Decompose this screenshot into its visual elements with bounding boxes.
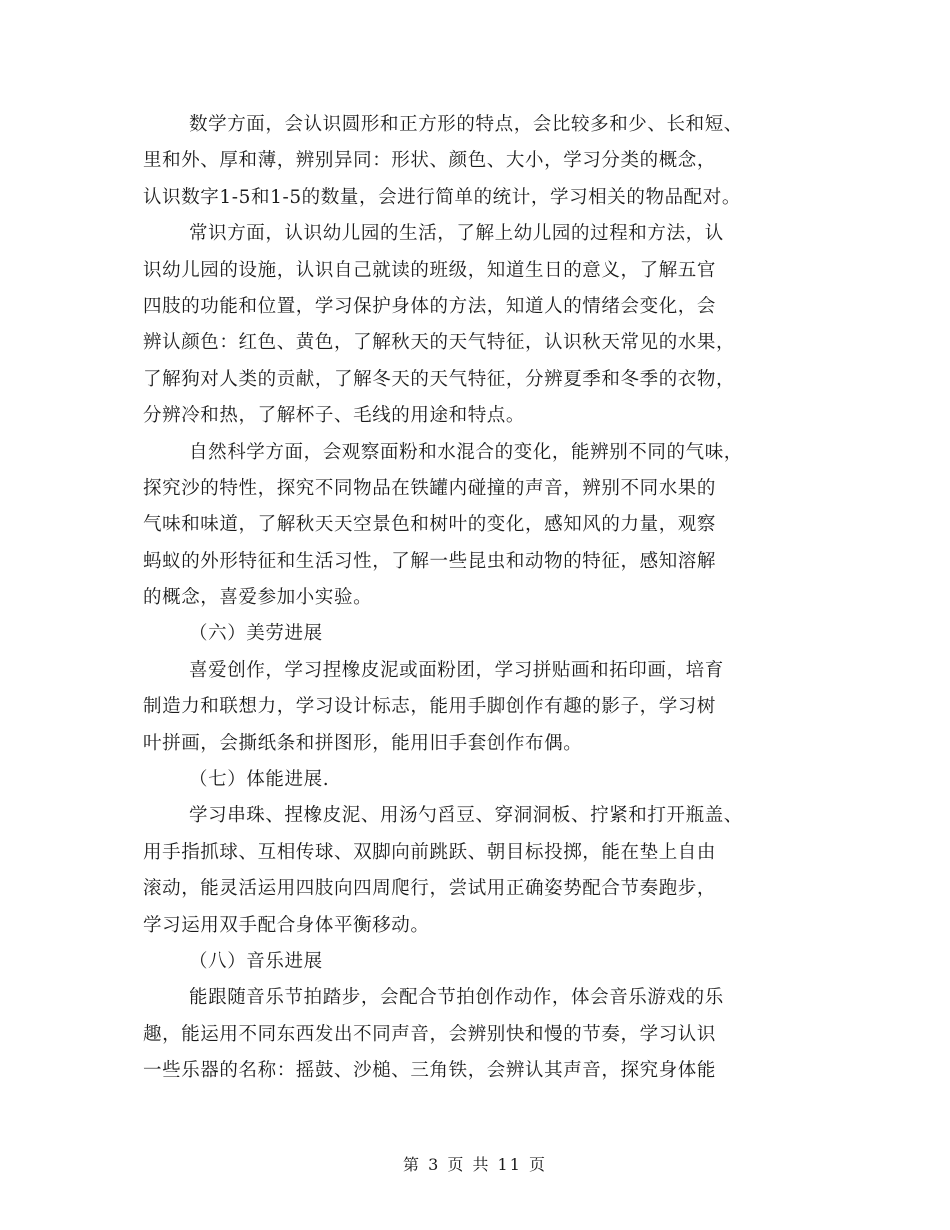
text-line: 学习运用双手配合身体平衡移动。 [143, 914, 430, 936]
text-line: 蚂蚁的外形特征和生活习性，了解一些昆虫和动物的特征，感知溶解 [143, 550, 717, 572]
text-line: 里和外、厚和薄，辨别异同：形状、颜色、大小，学习分类的概念， [143, 150, 717, 172]
text-line: 分辨冷和热，了解杯子、毛线的用途和特点。 [143, 405, 526, 427]
text-line: 能跟随音乐节拍踏步，会配合节拍创作动作，体会音乐游戏的乐 [189, 987, 724, 1009]
text-line: 喜爱创作，学习捏橡皮泥或面粉团，学习拼贴画和拓印画，培育 [189, 659, 724, 681]
text-line: 的概念，喜爱参加小实验。 [143, 587, 373, 609]
text-line: 自然科学方面，会观察面粉和水混合的变化，能辨别不同的气味， [189, 441, 743, 463]
text-line: 气味和味道，了解秋天天空景色和树叶的变化，感知风的力量，观察 [143, 514, 717, 536]
section-heading: （六）美劳进展 [189, 623, 323, 645]
text-line: 了解狗对人类的贡献，了解冬天的天气特征，分辨夏季和冬季的衣物， [143, 368, 736, 390]
section-heading: （八）音乐进展 [189, 950, 323, 972]
text-line: 叶拼画，会撕纸条和拼图形，能用旧手套创作布偶。 [143, 732, 583, 754]
text-line: 用手指抓球、互相传球、双脚向前跳跃、朝目标投掷，能在垫上自由 [143, 841, 717, 863]
text-line: 辨认颜色：红色、黄色，了解秋天的天气特征，认识秋天常见的水果， [143, 332, 736, 354]
text-line: 探究沙的特性，探究不同物品在铁罐内碰撞的声音，辨别不同水果的 [143, 477, 717, 499]
page-number-footer: 第 3 页 共 11 页 [403, 1155, 547, 1174]
body-text [143, 107, 843, 1090]
text-line: 滚动，能灵活运用四肢向四周爬行，尝试用正确姿势配合节奏跑步， [143, 878, 717, 900]
text-line: 学习串珠、捏橡皮泥、用汤勺舀豆、穿洞洞板、拧紧和打开瓶盖、 [189, 805, 743, 827]
text-line: 趣，能运用不同东西发出不同声音，会辨别快和慢的节奏，学习认识 [143, 1023, 717, 1045]
text-line: 四肢的功能和位置，学习保护身体的方法，知道人的情绪会变化，会 [143, 295, 717, 317]
text-line: 识幼儿园的设施，认识自己就读的班级，知道生日的意义，了解五官 [143, 259, 717, 281]
section-heading: （七）体能进展. [189, 769, 330, 791]
text-line: 常识方面，认识幼儿园的生活，了解上幼儿园的过程和方法，认 [189, 223, 724, 245]
text-line: 数学方面，会认识圆形和正方形的特点，会比较多和少、长和短、 [189, 114, 743, 135]
text-line: 一些乐器的名称：摇鼓、沙槌、三角铁，会辨认其声音，探究身体能 [143, 1060, 717, 1082]
text-line: 认识数字1-5和1-5的数量，会进行简单的统计，学习相关的物品配对。 [143, 186, 741, 208]
text-line: 制造力和联想力，学习设计标志，能用手脚创作有趣的影子，学习树 [143, 696, 717, 718]
